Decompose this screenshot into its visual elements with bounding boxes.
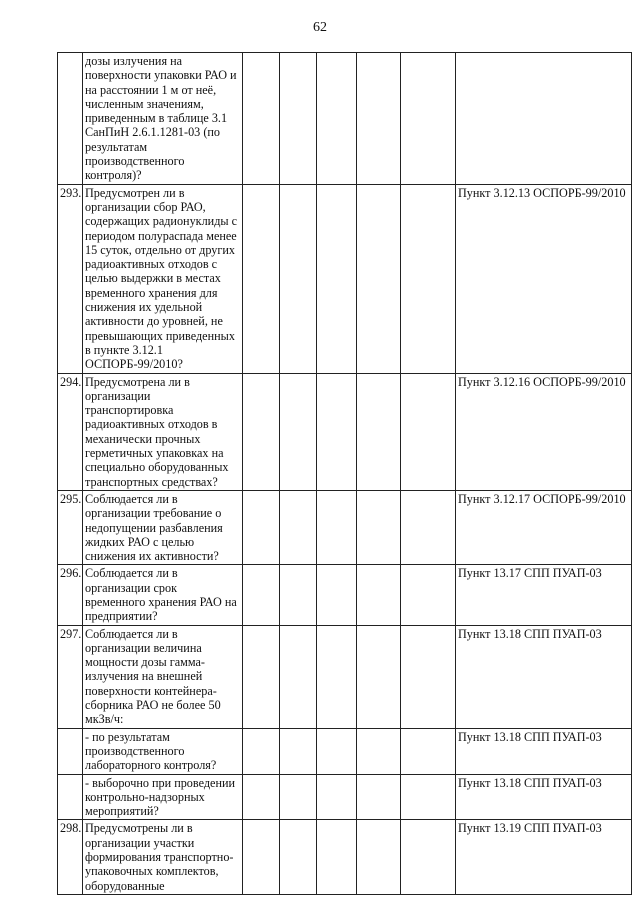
answer-cell <box>243 490 280 564</box>
answer-cell <box>401 820 456 894</box>
row-number: 293. <box>58 184 83 373</box>
row-number <box>58 728 83 774</box>
answer-cell <box>317 774 357 820</box>
answer-cell <box>280 53 317 185</box>
page-number: 62 <box>313 20 327 35</box>
question-cell: дозы излучения на поверхности упаковки РАО и на расстоянии 1 м от неё, численным значениям, приведенным в таблице 3.1 СанПиН 2.6.1.1281-03 (по результатам производственного контроля)? <box>83 53 243 185</box>
table-row <box>58 490 632 564</box>
answer-cell <box>357 728 401 774</box>
row-number: 295. <box>58 490 83 564</box>
question-cell: Соблюдается ли в организации величина мощности дозы гамма-излучения на внешней поверхности контейнера-сборника РАО не более 50 мкЗв/ч: <box>83 625 243 728</box>
reference-cell: Пункт 13.17 СПП ПУАП-03 <box>456 565 632 625</box>
answer-cell <box>357 53 401 185</box>
answer-cell <box>317 728 357 774</box>
answer-cell <box>317 565 357 625</box>
answer-cell <box>401 728 456 774</box>
answer-cell <box>357 184 401 373</box>
answer-cell <box>401 625 456 728</box>
reference-cell: Пункт 13.18 СПП ПУАП-03 <box>456 625 632 728</box>
answer-cell <box>357 373 401 490</box>
table-row <box>58 184 632 373</box>
question-cell: Предусмотрена ли в организации транспортировка радиоактивных отходов в механически прочных герметичных упаковках на специально оборудованных транспортных средствах? <box>83 373 243 490</box>
answer-cell <box>280 184 317 373</box>
reference-cell: Пункт 3.12.13 ОСПОРБ-99/2010 <box>456 184 632 373</box>
reference-cell: Пункт 3.12.16 ОСПОРБ-99/2010 <box>456 373 632 490</box>
reference-cell: Пункт 13.19 СПП ПУАП-03 <box>456 820 632 894</box>
answer-cell <box>401 490 456 564</box>
row-number: 298. <box>58 820 83 894</box>
answer-cell <box>243 625 280 728</box>
answer-cell <box>401 565 456 625</box>
answer-cell <box>280 373 317 490</box>
answer-cell <box>280 728 317 774</box>
answer-cell <box>317 53 357 185</box>
table-row <box>58 565 632 625</box>
reference-cell: Пункт 13.18 СПП ПУАП-03 <box>456 774 632 820</box>
answer-cell <box>243 728 280 774</box>
table-row <box>58 625 632 728</box>
answer-cell <box>243 774 280 820</box>
answer-cell <box>357 820 401 894</box>
question-cell: - по результатам производственного лабораторного контроля? <box>83 728 243 774</box>
answer-cell <box>357 490 401 564</box>
answer-cell <box>243 820 280 894</box>
answer-cell <box>280 625 317 728</box>
answer-cell <box>280 820 317 894</box>
answer-cell <box>243 53 280 185</box>
table-row <box>58 373 632 490</box>
answer-cell <box>401 53 456 185</box>
row-number: 297. <box>58 625 83 728</box>
answer-cell <box>243 565 280 625</box>
answer-cell <box>401 373 456 490</box>
row-number <box>58 774 83 820</box>
answer-cell <box>317 490 357 564</box>
answer-cell <box>401 184 456 373</box>
question-cell: - выборочно при проведении контрольно-надзорных мероприятий? <box>83 774 243 820</box>
question-cell: Соблюдается ли в организации требование о недопущении разбавления жидких РАО с целью снижения их активности? <box>83 490 243 564</box>
table-row <box>58 774 632 820</box>
row-number: 294. <box>58 373 83 490</box>
table-row <box>58 728 632 774</box>
answer-cell <box>317 184 357 373</box>
row-number <box>58 53 83 185</box>
answer-cell <box>357 625 401 728</box>
row-number: 296. <box>58 565 83 625</box>
answer-cell <box>317 820 357 894</box>
answer-cell <box>357 774 401 820</box>
reference-cell: Пункт 3.12.17 ОСПОРБ-99/2010 <box>456 490 632 564</box>
table-row <box>58 53 632 185</box>
reference-cell <box>456 53 632 185</box>
question-cell: Предусмотрен ли в организации сбор РАО, содержащих радионуклиды с периодом полураспада менее 15 суток, отдельно от других радиоактивных отходов с целью выдержки в местах временного хранения для снижения их удельной активности до уровней, не превышающих приведенных в пункте 3.12.1 ОСПОРБ-99/2010? <box>83 184 243 373</box>
answer-cell <box>280 774 317 820</box>
answer-cell <box>401 774 456 820</box>
checklist-table <box>57 52 632 895</box>
question-cell: Соблюдается ли в организации срок временного хранения РАО на предприятии? <box>83 565 243 625</box>
table-row <box>58 820 632 894</box>
answer-cell <box>357 565 401 625</box>
answer-cell <box>317 625 357 728</box>
answer-cell <box>243 184 280 373</box>
answer-cell <box>280 565 317 625</box>
answer-cell <box>243 373 280 490</box>
reference-cell: Пункт 13.18 СПП ПУАП-03 <box>456 728 632 774</box>
answer-cell <box>280 490 317 564</box>
question-cell: Предусмотрены ли в организации участки формирования транспортно-упаковочных комплектов, оборудованные <box>83 820 243 894</box>
answer-cell <box>317 373 357 490</box>
